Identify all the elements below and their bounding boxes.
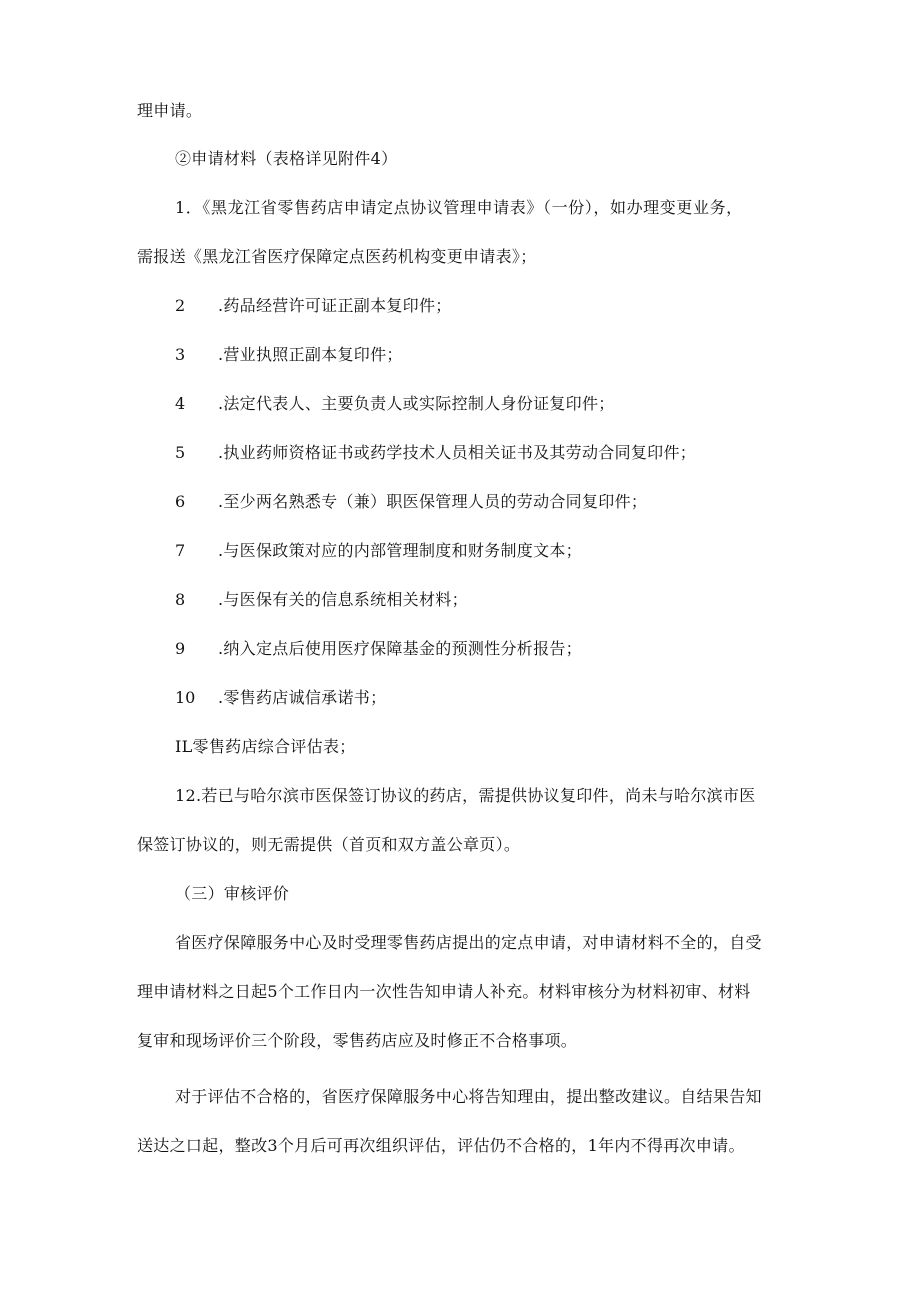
list-item-12-line2: 保签订协议的，则无需提供（首页和双方盖公章页）。 bbox=[137, 835, 521, 854]
list-item-text: .药品经营许可证正副本复印件； bbox=[218, 296, 452, 315]
list-item-number: 9 bbox=[175, 639, 186, 658]
list-item-1-line2: 需报送《黑龙江省医疗保障定点医药机构变更申请表》； bbox=[137, 247, 537, 266]
materials-heading: ②申请材料（表格详见附件4） bbox=[175, 149, 398, 168]
list-item-12-line1: 12.若已与哈尔滨市医保签订协议的药店，需提供协议复印件，尚未与哈尔滨市医 bbox=[175, 786, 756, 805]
list-item-11: IL零售药店综合评估表； bbox=[175, 737, 356, 756]
list-item-number: 7 bbox=[175, 541, 186, 560]
list-item-text: .与医保有关的信息系统相关材料； bbox=[218, 590, 468, 609]
paragraph-line: 送达之口起，整改3个月后可再次组织评估，评估仍不合格的，1年内不得再次申请。 bbox=[137, 1136, 745, 1155]
list-item-text: .零售药店诚信承诺书； bbox=[218, 688, 387, 707]
list-item-text: .营业执照正副本复印件； bbox=[218, 345, 403, 364]
list-item-1-line1: 1．《黑龙江省零售药店申请定点协议管理申请表》（一份），如办理变更业务， bbox=[175, 198, 743, 217]
list-item-number: 4 bbox=[175, 394, 186, 413]
list-item-text: .纳入定点后使用医疗保障基金的预测性分析报告； bbox=[218, 639, 582, 658]
list-item-number: 8 bbox=[175, 590, 186, 609]
paragraph-line: 省医疗保障服务中心及时受理零售药店提出的定点申请，对申请材料不全的，自受 bbox=[175, 933, 762, 952]
list-item-number: 2 bbox=[175, 296, 186, 315]
list-item-number: 3 bbox=[175, 345, 186, 364]
list-item-number: 10 bbox=[175, 688, 196, 707]
list-item-text: .至少两名熟悉专（兼）职医保管理人员的劳动合同复印件； bbox=[218, 492, 648, 511]
list-item-text: .法定代表人、主要负责人或实际控制人身份证复印件； bbox=[218, 394, 615, 413]
paragraph-line: 复审和现场评价三个阶段，零售药店应及时修正不合格事项。 bbox=[137, 1031, 578, 1050]
section-heading: （三）审核评价 bbox=[175, 884, 290, 903]
list-item-number: 5 bbox=[175, 443, 186, 462]
list-item-text: .与医保政策对应的内部管理制度和财务制度文本； bbox=[218, 541, 582, 560]
text-line: 理申请。 bbox=[137, 101, 203, 120]
paragraph-line: 对于评估不合格的，省医疗保障服务中心将告知理由，提出整改建议。自结果告知 bbox=[175, 1087, 762, 1106]
list-item-text: .执业药师资格证书或药学技术人员相关证书及其劳动合同复印件； bbox=[218, 443, 697, 462]
list-item-number: 6 bbox=[175, 492, 186, 511]
paragraph-line: 理申请材料之日起5个工作日内一次性告知申请人补充。材料审核分为材料初审、材料 bbox=[137, 982, 751, 1001]
